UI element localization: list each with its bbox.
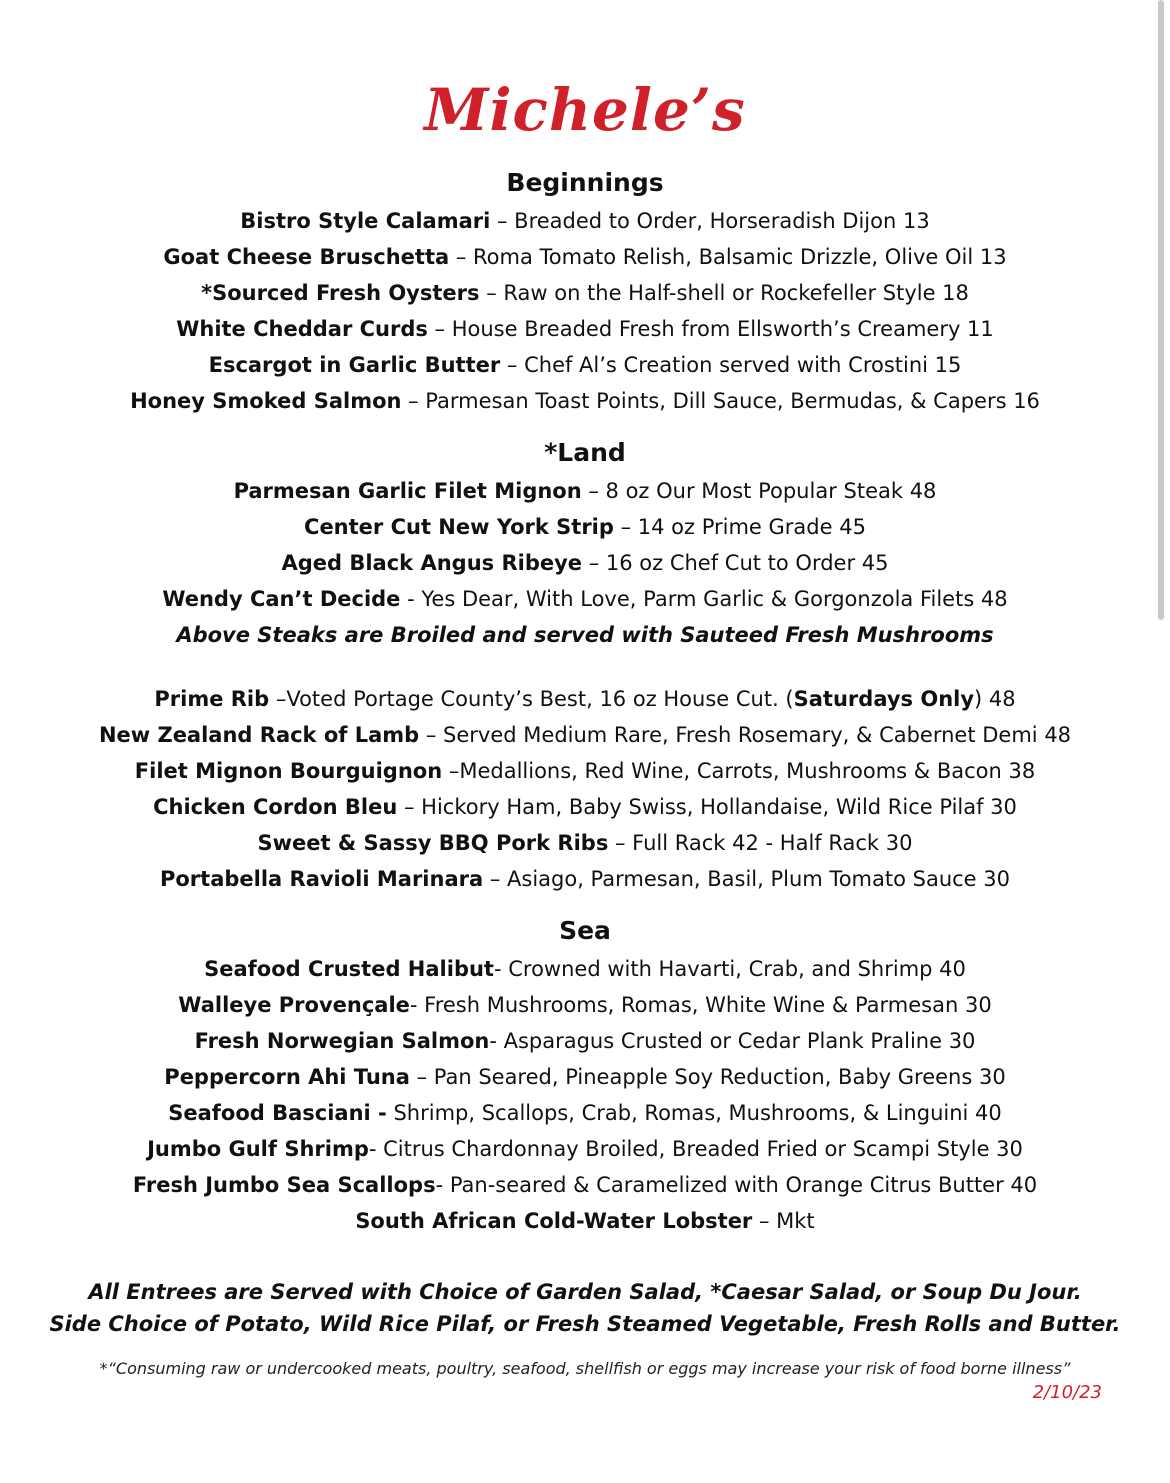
food-safety-disclaimer: *“Consuming raw or undercooked meats, poultry, seafood, shellfish or eggs may increase your risk of food borne illness” bbox=[99, 1359, 1071, 1378]
item-description: – Served Medium Rare, Fresh Rosemary, & Cabernet Demi 48 bbox=[419, 723, 1072, 747]
item-name: Prime Rib bbox=[154, 687, 270, 711]
menu-item bbox=[0, 203, 1170, 239]
menu-item bbox=[0, 717, 1170, 753]
item-description: – 8 oz Our Most Popular Steak 48 bbox=[581, 479, 937, 503]
sea-list bbox=[0, 951, 1170, 1239]
item-description: – Full Rack 42 - Half Rack 30 bbox=[608, 831, 913, 855]
item-description: Shrimp, Scallops, Crab, Romas, Mushrooms, & Linguini 40 bbox=[386, 1101, 1002, 1125]
menu-date: 2/10/23 bbox=[1032, 1382, 1102, 1403]
item-name: Fresh Jumbo Sea Scallops bbox=[132, 1173, 436, 1197]
item-description: – Roma Tomato Relish, Balsamic Drizzle, Olive Oil 13 bbox=[449, 245, 1007, 269]
item-description: – 14 oz Prime Grade 45 bbox=[613, 515, 866, 539]
item-name: Goat Cheese Bruschetta bbox=[163, 245, 450, 269]
beginnings-list bbox=[0, 203, 1170, 419]
menu-item bbox=[0, 951, 1170, 987]
section-gap bbox=[0, 419, 1170, 433]
item-name: Walleye Provençale bbox=[178, 993, 410, 1017]
item-name: Aged Black Angus Ribeye bbox=[281, 551, 583, 575]
menu-item bbox=[0, 239, 1170, 275]
section-gap bbox=[0, 897, 1170, 911]
menu-item bbox=[0, 987, 1170, 1023]
restaurant-title: Michele’s bbox=[424, 76, 746, 144]
item-name: South African Cold-Water Lobster bbox=[355, 1209, 753, 1233]
item-name: Jumbo Gulf Shrimp bbox=[147, 1137, 369, 1161]
item-name: Fresh Norwegian Salmon bbox=[194, 1029, 490, 1053]
item-description: - Yes Dear, With Love, Parm Garlic & Gorgonzola Filets 48 bbox=[400, 587, 1008, 611]
item-name: Portabella Ravioli Marinara bbox=[159, 867, 484, 891]
menu-item bbox=[0, 753, 1170, 789]
item-description: - Citrus Chardonnay Broiled, Breaded Fried or Scampi Style 30 bbox=[368, 1137, 1023, 1161]
item-description: - Crowned with Havarti, Crab, and Shrimp 40 bbox=[493, 957, 966, 981]
entree-footer bbox=[0, 1276, 1170, 1340]
item-description: –Voted Portage County’s Best, 16 oz House Cut. ( bbox=[269, 687, 794, 711]
land-entrees-list bbox=[0, 681, 1170, 897]
item-description: – House Breaded Fresh from Ellsworth’s Creamery 11 bbox=[427, 317, 994, 341]
item-description: – Breaded to Order, Horseradish Dijon 13 bbox=[490, 209, 930, 233]
item-name: Filet Mignon Bourguignon bbox=[134, 759, 443, 783]
item-name: New Zealand Rack of Lamb bbox=[98, 723, 420, 747]
item-description: ) 48 bbox=[974, 687, 1016, 711]
menu-item-prime-rib bbox=[0, 681, 1170, 717]
item-description: – Hickory Ham, Baby Swiss, Hollandaise, Wild Rice Pilaf 30 bbox=[397, 795, 1017, 819]
item-name: *Sourced Fresh Oysters bbox=[201, 281, 480, 305]
item-description: - Fresh Mushrooms, Romas, White Wine & Parmesan 30 bbox=[409, 993, 992, 1017]
menu-item bbox=[0, 825, 1170, 861]
menu-item bbox=[0, 581, 1170, 617]
menu-item bbox=[0, 275, 1170, 311]
menu-item bbox=[0, 1167, 1170, 1203]
menu-body bbox=[0, 163, 1170, 1239]
menu-item bbox=[0, 1131, 1170, 1167]
item-description: – Pan Seared, Pineapple Soy Reduction, Baby Greens 30 bbox=[409, 1065, 1006, 1089]
item-name: Escargot in Garlic Butter bbox=[208, 353, 501, 377]
item-description: - Asparagus Crusted or Cedar Plank Praline 30 bbox=[489, 1029, 976, 1053]
item-name: White Cheddar Curds bbox=[176, 317, 428, 341]
land-steaks-list bbox=[0, 473, 1170, 653]
menu-item bbox=[0, 545, 1170, 581]
item-name: Sweet & Sassy BBQ Pork Ribs bbox=[257, 831, 609, 855]
item-name: Honey Smoked Salmon bbox=[130, 389, 402, 413]
menu-item bbox=[0, 383, 1170, 419]
item-description: - Pan-seared & Caramelized with Orange Citrus Butter 40 bbox=[435, 1173, 1038, 1197]
item-name: Peppercorn Ahi Tuna bbox=[164, 1065, 410, 1089]
menu-item bbox=[0, 473, 1170, 509]
section-heading-land: *Land bbox=[544, 438, 626, 467]
menu-item bbox=[0, 311, 1170, 347]
item-description: –Medallions, Red Wine, Carrots, Mushrooms & Bacon 38 bbox=[442, 759, 1036, 783]
item-description: – Parmesan Toast Points, Dill Sauce, Bermudas, & Capers 16 bbox=[401, 389, 1040, 413]
menu-item bbox=[0, 789, 1170, 825]
item-name: Seafood Crusted Halibut bbox=[204, 957, 494, 981]
item-description: – Mkt bbox=[752, 1209, 815, 1233]
item-name: Seafood Basciani - bbox=[168, 1101, 387, 1125]
menu-item bbox=[0, 1023, 1170, 1059]
item-name: Wendy Can’t Decide bbox=[162, 587, 401, 611]
item-description: – Asiago, Parmesan, Basil, Plum Tomato Sauce 30 bbox=[483, 867, 1010, 891]
menu-item bbox=[0, 861, 1170, 897]
item-name: Parmesan Garlic Filet Mignon bbox=[233, 479, 582, 503]
saturdays-only-label: Saturdays Only bbox=[793, 687, 975, 711]
spacer bbox=[0, 653, 1170, 681]
item-description: – 16 oz Chef Cut to Order 45 bbox=[582, 551, 889, 575]
section-heading-beginnings: Beginnings bbox=[506, 168, 664, 197]
menu-item bbox=[0, 1095, 1170, 1131]
footer-line-salad: All Entrees are Served with Choice of Garden Salad, *Caesar Salad, or Soup Du Jour. bbox=[88, 1280, 1082, 1304]
item-name: Chicken Cordon Bleu bbox=[153, 795, 398, 819]
item-description: – Raw on the Half-shell or Rockefeller Style 18 bbox=[479, 281, 969, 305]
menu-item bbox=[0, 347, 1170, 383]
steak-note: Above Steaks are Broiled and served with Sauteed Fresh Mushrooms bbox=[176, 623, 994, 647]
section-heading-sea: Sea bbox=[559, 916, 611, 945]
item-description: – Chef Al’s Creation served with Crostini 15 bbox=[500, 353, 962, 377]
footer-line-sides: Side Choice of Potato, Wild Rice Pilaf, or Fresh Steamed Vegetable, Fresh Rolls and Butter. bbox=[49, 1312, 1121, 1336]
menu-item bbox=[0, 1203, 1170, 1239]
item-name: Bistro Style Calamari bbox=[240, 209, 491, 233]
item-name: Center Cut New York Strip bbox=[304, 515, 614, 539]
menu-item bbox=[0, 509, 1170, 545]
menu-item bbox=[0, 1059, 1170, 1095]
